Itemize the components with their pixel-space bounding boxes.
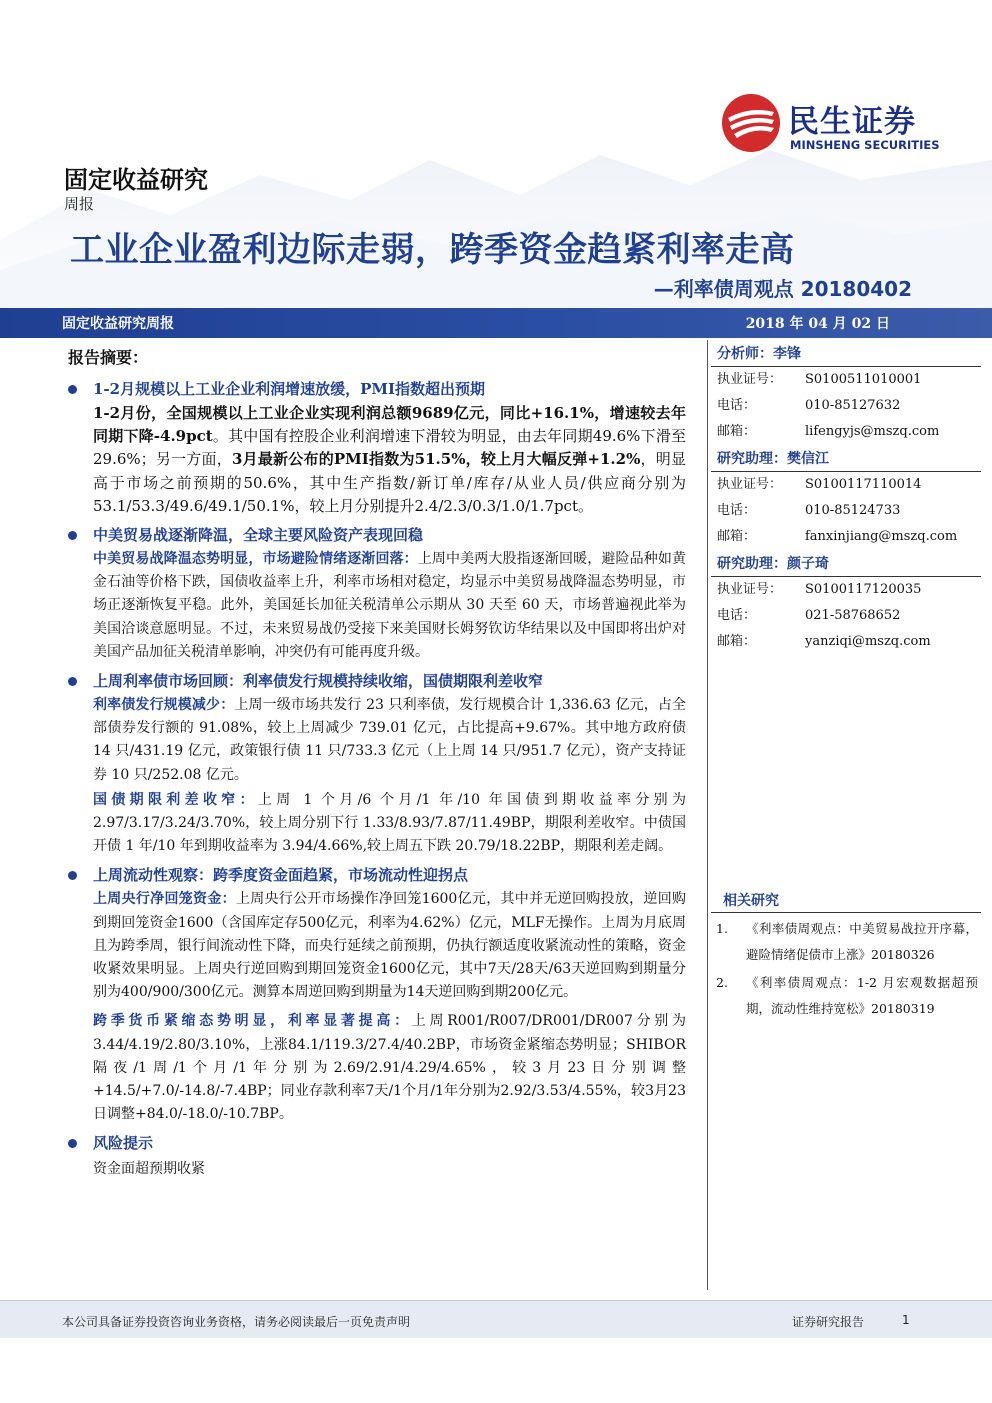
analyst-email: 邮箱： fanxinjiang@mszq.com: [717, 529, 958, 544]
analyst-block: [711, 550, 981, 655]
section-paragraph: 利率债发行规模减少：上周一级市场共发行 23 只利率债，发行规模合计 1,336.63 亿元，占全部债券发行额的 91.08%，较上上周减少 739.01 亿元，占比提高+9.67%。其中地方政府债 14 只/431.19 亿元，政策银行债 11 只/733.3 亿元（上上周 14 只/951.7 亿元），资产支持证券 10 只/252.08 亿元。: [93, 697, 686, 783]
analyst-phone: 电话： 010-85124733: [717, 503, 901, 518]
section-paragraph: 1-2月份，全国规模以上工业企业实现利润总额9689亿元，同比+16.1%，增速较去年同期下降-4.9pct。其中国有控股企业利润增速下滑较为明显，由去年同期49.6%下滑至29.6%；另一方面，3月最新公布的PMI指数为51.5%，较上月大幅反弹+1.2%，明显高于市场之前预期的50.6%，其中生产指数/新订单/库存/从业人员/供应商分别为53.1/53.3/49.6/49.1/50.1%，较上月分别提升2.4/2.3/0.3/1.0/1.7pct。: [93, 404, 687, 515]
analyst-email: 邮箱： lifengyjs@mszq.com: [717, 424, 940, 439]
footer-disclaimer: 本公司具备证券投资咨询业务资格，请务必阅读最后一页免责声明: [62, 1315, 411, 1329]
bullet-dot-icon: [68, 385, 77, 394]
page-number: 1: [902, 1313, 910, 1327]
related-research-item[interactable]: 1. 《利率债周观点：中美贸易战拉开序幕，避险情绪促债市上涨》20180326: [716, 921, 978, 962]
logo-chinese-name: 民生证券: [788, 104, 916, 140]
section-paragraph: 中美贸易战降温态势明显，市场避险情绪逐渐回落：上周中美两大股指逐渐回暖，避险品种如黄金石油等价格下跌，国债收益率上升，利率市场相对稳定，均显示中美贸易战降温态势明显，市场正逐渐恢复平稳。此外，美国延长加征关税清单公示期从 30 天至 60 天，市场普遍视此举为美国洽谈意愿明显。不过，未来贸易战仍受接下来美国财长姆努钦访华结果以及中国即将出炉对美国产品加征关税清单影响，冲突仍有可能再度升级。: [93, 551, 687, 660]
analyst-license: 执业证号： S0100117110014: [717, 477, 922, 492]
section-heading: 上周流动性观察：跨季度资金面趋紧，市场流动性迎拐点: [64, 864, 686, 886]
analyst-sidebar: [711, 340, 981, 655]
abstract-body: [64, 378, 686, 1182]
analyst-block: [711, 445, 981, 550]
report-title: 工业企业盈利边际走弱，跨季资金趋紧利率走高: [70, 230, 795, 270]
related-research-item[interactable]: 2. 《利率债周观点：1-2 月宏观数据超预期，流动性维持宽松》20180319: [716, 975, 978, 1016]
page-footer: [0, 1300, 992, 1338]
analyst-license: 执业证号： S0100117120035: [717, 582, 922, 597]
section-heading: 风险提示: [64, 1132, 686, 1154]
footer-doc-type: 证券研究报告: [792, 1315, 865, 1329]
bullet-dot-icon: [68, 871, 77, 880]
logo-english-name: MINSHENG SECURITIES: [790, 138, 940, 152]
company-logo: [720, 92, 960, 162]
analyst-email: 邮箱： yanziqi@mszq.com: [717, 634, 931, 649]
bullet-dot-icon: [68, 677, 77, 686]
analyst-heading: 研究助理：颜子琦: [711, 550, 981, 577]
section-paragraph: 上周央行净回笼资金：上周央行公开市场操作净回笼1600亿元，其中并无逆回购投放，逆回购到期回笼资金1600（含国库定存500亿元，利率为4.62%）亿元，MLF无操作。上周为月底周且为跨季周，银行间流动性下降，而央行延续之前预期，仍执行额适度收紧流动性的策略，资金收紧效果明显。上周央行逆回购到期回笼资金1600亿元，其中7天/28天/63天逆回购到期量分别为400/900/300亿元。测算本周逆回购到期量为14天逆回购到期200亿元。: [93, 891, 686, 1001]
analyst-license: 执业证号： S0100511010001: [717, 372, 922, 387]
abstract-heading: 报告摘要：: [68, 348, 149, 367]
related-research-heading: 相关研究: [711, 888, 981, 913]
section-heading: 1-2月规模以上工业企业利润增速放缓，PMI指数超出预期: [64, 378, 686, 400]
section-paragraph: 资金面超预期收紧: [93, 1161, 205, 1178]
report-subtype: 周报: [64, 195, 95, 213]
report-category: 固定收益研究: [64, 166, 208, 194]
related-research-list: [716, 916, 978, 1022]
bullet-dot-icon: [68, 531, 77, 540]
section-heading: 上周利率债市场回顾：利率债发行规模持续收缩，国债期限利差收窄: [64, 670, 686, 692]
analyst-phone: 电话： 010-85127632: [717, 398, 901, 413]
section-paragraph: 跨季货币紧缩态势明显，利率显著提高：上周R001/R007/DR001/DR007分别为3.44/4.19/2.80/3.10%，上涨84.1/119.3/27.4/40.2BP，市场资金紧缩态势明显；SHIBOR隔夜/1周/1个月/1年分别为2.69/2.91/4.29/4.65%，较3月23日分别调整+14.5/+7.0/-14.8/-7.4BP；同业存款利率7天/1个月/1年分别为2.92/3.53/4.55%，较3月23日调整+84.0/-18.0/-10.7BP。: [93, 1013, 687, 1123]
column-divider: [707, 340, 708, 1290]
analyst-heading: 分析师：李锋: [711, 340, 981, 367]
analyst-heading: 研究助理：樊信江: [711, 445, 981, 472]
header-band: [0, 308, 992, 338]
analyst-phone: 电话： 021-58768652: [717, 608, 901, 623]
minsheng-logo-icon: [720, 92, 782, 154]
bullet-dot-icon: [68, 1139, 77, 1148]
report-subtitle: —利率债周观点 20180402: [653, 277, 912, 301]
section-heading: 中美贸易战逐渐降温，全球主要风险资产表现回稳: [64, 524, 686, 546]
band-report-type: 固定收益研究周报: [62, 316, 174, 332]
analyst-block: [711, 340, 981, 445]
band-date: 2018 年 04 月 02 日: [745, 316, 890, 332]
section-paragraph: 国债期限利差收窄：上周 1 个月/6 个月/1 年/10 年国债到期收益率分别为 2.97/3.17/3.24/3.70%，较上周分别下行 1.33/8.93/7.87/11.49BP，期限利差收窄。中债国开债 1 年/10 年到期收益率为 3.94/4.66%,较上周五下跌 20.79/18.22BP，期限利差走阔。: [93, 791, 686, 855]
